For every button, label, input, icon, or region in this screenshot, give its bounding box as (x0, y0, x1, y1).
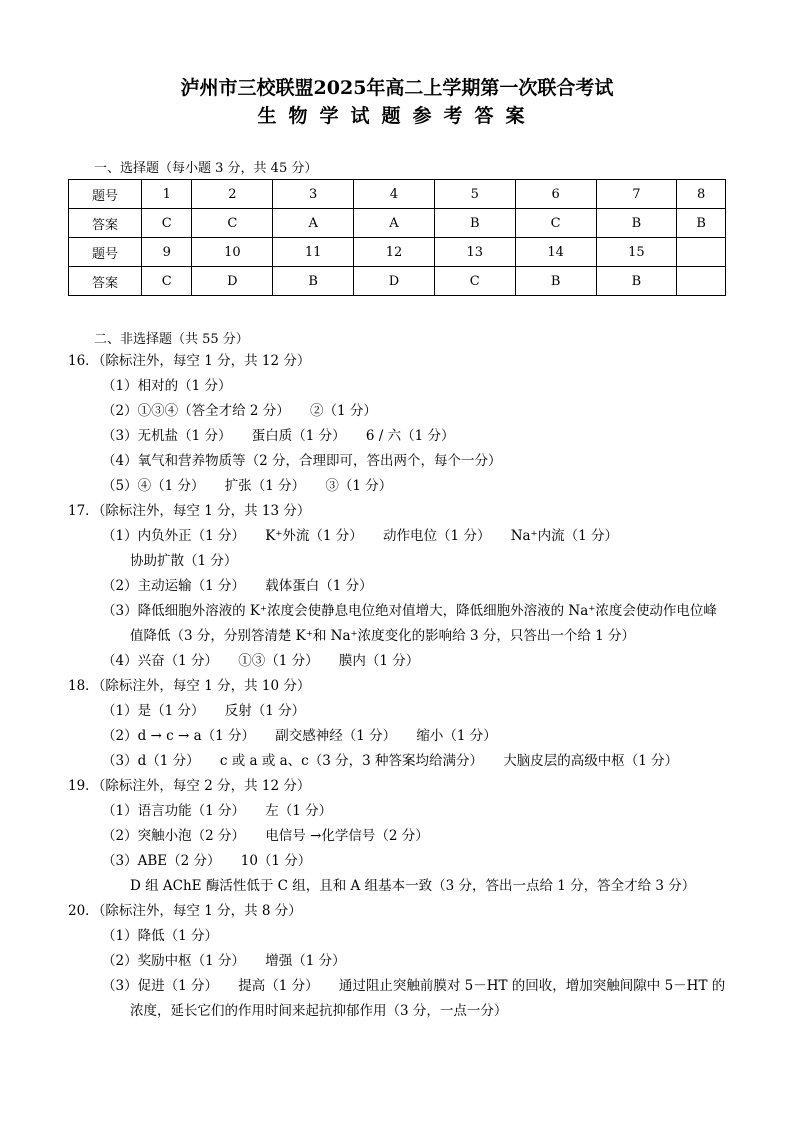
page-subtitle: 生物学试题参考答案 (257, 105, 537, 127)
table-cell: D (354, 267, 435, 296)
table-cell: 题号 (69, 238, 142, 267)
table-cell: D (192, 267, 273, 296)
table-cell: C (192, 209, 273, 238)
answer-line: （1）内负外正（1 分） K⁺外流（1 分） 动作电位（1 分） Na⁺内流（1 分） (102, 528, 619, 544)
table-cell: B (273, 267, 354, 296)
answer-line: （4）兴奋（1 分） ①③（1 分） 膜内（1 分） (102, 653, 420, 669)
table-cell: 15 (596, 238, 677, 267)
table-row (69, 209, 726, 238)
table-cell: 8 (677, 180, 726, 209)
table-cell (677, 267, 726, 296)
answer-line: （3）降低细胞外溶液的 K⁺浓度会使静息电位绝对值增大，降低细胞外溶液的 Na⁺浓度会使动作电位峰 (102, 603, 717, 619)
table-cell: 13 (434, 238, 515, 267)
table-cell: C (142, 209, 192, 238)
table-cell: B (596, 267, 677, 296)
table-cell: 5 (434, 180, 515, 209)
answer-line: （1）降低（1 分） (102, 928, 218, 944)
table-cell: A (354, 209, 435, 238)
question-17-heading: 17．（除标注外，每空 1 分，共 13 分） (68, 503, 311, 519)
table-cell: B (434, 209, 515, 238)
table-cell: 6 (515, 180, 596, 209)
answer-table (68, 179, 726, 296)
answer-line: D 组 AChE 酶活性低于 C 组，且和 A 组基本一致（3 分，答出一点给 1 分，答全才给 3 分） (130, 878, 696, 894)
section-heading-choice: 一、选择题（每小题 3 分，共 45 分） (94, 161, 318, 176)
answer-line: （2）突触小泡（2 分） 电信号 →化学信号（2 分） (102, 828, 429, 844)
table-cell: 3 (273, 180, 354, 209)
section-heading-nonchoice: 二、非选择题（共 55 分） (94, 332, 249, 347)
table-cell: 题号 (69, 180, 142, 209)
table-cell: B (515, 267, 596, 296)
answer-line: （4）氧气和营养物质等（2 分，合理即可，答出两个，每个一分） (102, 453, 502, 469)
table-cell: 11 (273, 238, 354, 267)
answer-line: （3）d（1 分） c 或 a 或 a、c（3 分，3 种答案均给满分） 大脑皮层的高级中枢（1 分） (102, 753, 679, 769)
question-18-heading: 18．（除标注外，每空 1 分，共 10 分） (68, 678, 311, 694)
answer-line: （1）是（1 分） 反射（1 分） (102, 703, 306, 719)
table-cell: C (142, 267, 192, 296)
question-19-heading: 19．（除标注外，每空 2 分，共 12 分） (68, 778, 311, 794)
table-row (69, 267, 726, 296)
question-20-heading: 20．（除标注外，每空 1 分，共 8 分） (68, 903, 302, 919)
question-16-heading: 16．（除标注外，每空 1 分，共 12 分） (68, 353, 311, 369)
table-cell: C (434, 267, 515, 296)
table-row (69, 180, 726, 209)
table-cell: 答案 (69, 267, 142, 296)
table-cell: 2 (192, 180, 273, 209)
answer-line: （2）①③④（答全才给 2 分） ②（1 分） (102, 403, 377, 419)
table-cell: 1 (142, 180, 192, 209)
table-row (69, 238, 726, 267)
table-cell: 12 (354, 238, 435, 267)
table-cell: A (273, 209, 354, 238)
answer-line: 浓度，延长它们的作用时间来起抗抑郁作用（3 分，一点一分） (130, 1003, 508, 1019)
answer-line: （2）奖励中枢（1 分） 增强（1 分） (102, 953, 346, 969)
page-title: 泸州市三校联盟2025年高二上学期第一次联合考试 (180, 77, 614, 99)
answer-line: 值降低（3 分，分别答清楚 K⁺和 Na⁺浓度变化的影响给 3 分，只答出一个给 1 分） (130, 628, 636, 644)
answer-line: （3）ABE（2 分） 10（1 分） (102, 853, 312, 869)
answer-line: （5）④（1 分） 扩张（1 分） ③（1 分） (102, 478, 393, 494)
answer-line: （2）主动运输（1 分） 载体蛋白（1 分） (102, 578, 373, 594)
table-cell: B (596, 209, 677, 238)
answer-line: （3）无机盐（1 分） 蛋白质（1 分） 6 / 六（1 分） (102, 428, 455, 444)
table-cell: 答案 (69, 209, 142, 238)
table-cell: 10 (192, 238, 273, 267)
answer-line: （3）促进（1 分） 提高（1 分） 通过阻止突触前膜对 5－HT 的回收，增加突触间隙中 5－HT 的 (102, 978, 726, 994)
answer-line: 协助扩散（1 分） (130, 553, 238, 569)
table-cell: C (515, 209, 596, 238)
table-cell (677, 238, 726, 267)
table-cell: 7 (596, 180, 677, 209)
answer-line: （1）语言功能（1 分） 左（1 分） (102, 803, 333, 819)
table-cell: B (677, 209, 726, 238)
table-cell: 14 (515, 238, 596, 267)
answer-line: （2）d → c → a（1 分） 副交感神经（1 分） 缩小（1 分） (102, 728, 497, 744)
table-cell: 4 (354, 180, 435, 209)
table-cell: 9 (142, 238, 192, 267)
answer-line: （1）相对的（1 分） (102, 378, 232, 394)
